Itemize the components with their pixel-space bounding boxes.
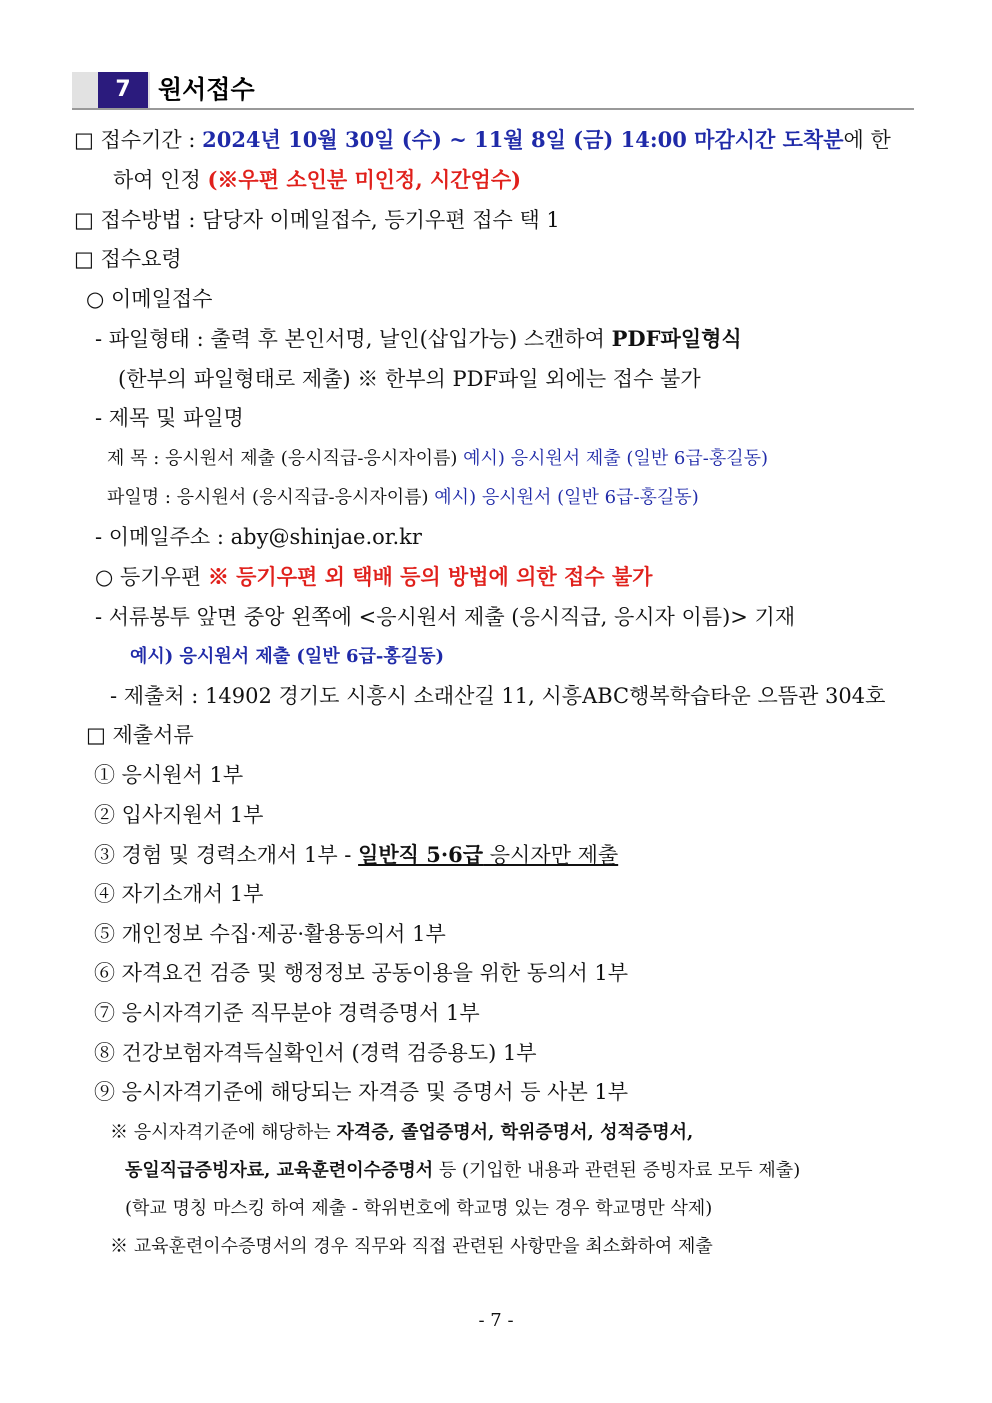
subject-example: 예시) 응시원서 제출 (일반 6급-홍길동) [463,448,769,469]
document-note-1-text: ※ 응시자격기준에 해당하는 [110,1122,337,1143]
document-item-1: ① 응시원서 1부 [94,763,244,787]
filename-text: 파일명 : 응시원서 (응시직급-응시자이름) [107,487,435,508]
period-label: □ 접수기간 : [74,128,203,152]
email-address-line: - 이메일주소 : aby@shinjae.or.kr [95,525,422,549]
document-item-6: ⑥ 자격요건 검증 및 행정정보 공동이용을 위한 동의서 1부 [94,961,629,985]
post-envelope-line: - 서류봉투 앞면 중앙 왼쪽에 <응시원서 제출 (응시직급, 응시자 이름)> 기재 [95,605,796,629]
filename-example: 예시) 응시원서 (일반 6급-홍길동) [434,487,699,508]
period-note: (※우편 소인분 미인정, 시간엄수) [207,167,522,192]
documents-heading: □ 제출서류 [86,723,194,747]
period-line [74,126,891,154]
procedure-line: □ 접수요령 [74,247,182,271]
email-format-text: - 파일형태 : 출력 후 본인서명, 날인(삽입가능) 스캔하여 [95,327,612,351]
section-heading [72,72,914,110]
subject-heading: - 제목 및 파일명 [95,406,244,430]
document-note-2 [125,1157,800,1185]
document-item-5: ⑤ 개인정보 수집·제공·활용동의서 1부 [94,922,446,946]
subject-line [107,445,768,473]
email-format-bold: PDF파일형식 [611,326,742,351]
post-line [95,563,652,591]
period-line-2 [113,166,521,194]
post-warning: ※ 등기우편 외 택배 등의 방법에 의한 접수 불가 [207,564,653,589]
document-note-4: ※ 교육훈련이수증명서의 경우 직무와 직접 관련된 사항만을 최소화하여 제출 [110,1236,713,1257]
section-title: 원서접수 [158,75,255,104]
period-dates: 2024년 10월 30일 (수) ~ 11월 8일 (금) 14:00 마감시간 도착분 [202,127,844,152]
email-heading: ○ 이메일접수 [86,287,213,311]
document-item-9: ⑨ 응시자격기준에 해당되는 자격증 및 증명서 등 사본 1부 [94,1080,629,1104]
page-number: - 7 - [478,1310,514,1331]
document-note-3: (학교 명칭 마스킹 하여 제출 - 학위번호에 학교명 있는 경우 학교명만 삭제) [125,1198,713,1219]
post-example-line [130,643,444,671]
email-format-line-2: (한부의 파일형태로 제출) ※ 한부의 PDF파일 외에는 접수 불가 [118,367,701,391]
document-item-3-text: ③ 경험 및 경력소개서 1부 - [94,843,359,867]
section-number: 7 [98,72,148,108]
method-line: □ 접수방법 : 담당자 이메일접수, 등기우편 접수 택 1 [74,208,560,232]
document-item-2: ② 입사지원서 1부 [94,803,264,827]
heading-rule [72,108,914,110]
document-note-2-text: 등 (기입한 내용과 관련된 증빙자료 모두 제출) [433,1160,801,1181]
post-heading: ○ 등기우편 [95,565,208,589]
post-example: 예시) 응시원서 제출 (일반 6급-홍길동) [130,646,445,667]
document-item-7: ⑦ 응시자격기준 직무분야 경력증명서 1부 [94,1001,480,1025]
document-note-1 [110,1119,693,1147]
period-line2-prefix: 하여 인정 [113,168,208,192]
document-item-4: ④ 자기소개서 1부 [94,882,264,906]
period-suffix: 에 한 [843,128,891,152]
document-note-2-bold: 동일직급증빙자료, 교육훈련이수증명서 [125,1160,434,1181]
post-destination-line: - 제출처 : 14902 경기도 시흥시 소래산길 11, 시흥ABC행복학습타운 으뜸관 304호 [110,684,886,708]
email-format-line [95,325,742,353]
filename-line [107,484,699,512]
document-item-3-suffix: 응시자만 제출 [483,843,619,867]
document-note-1-bold: 자격증, 졸업증명서, 학위증명서, 성적증명서, [336,1122,694,1143]
document-item-3-bold: 일반직 5·6급 [358,842,484,867]
document-item-3 [94,841,618,869]
document-item-8: ⑧ 건강보험자격득실확인서 (경력 검증용도) 1부 [94,1041,537,1065]
subject-text: 제 목 : 응시원서 제출 (응시직급-응시자이름) [107,448,464,469]
